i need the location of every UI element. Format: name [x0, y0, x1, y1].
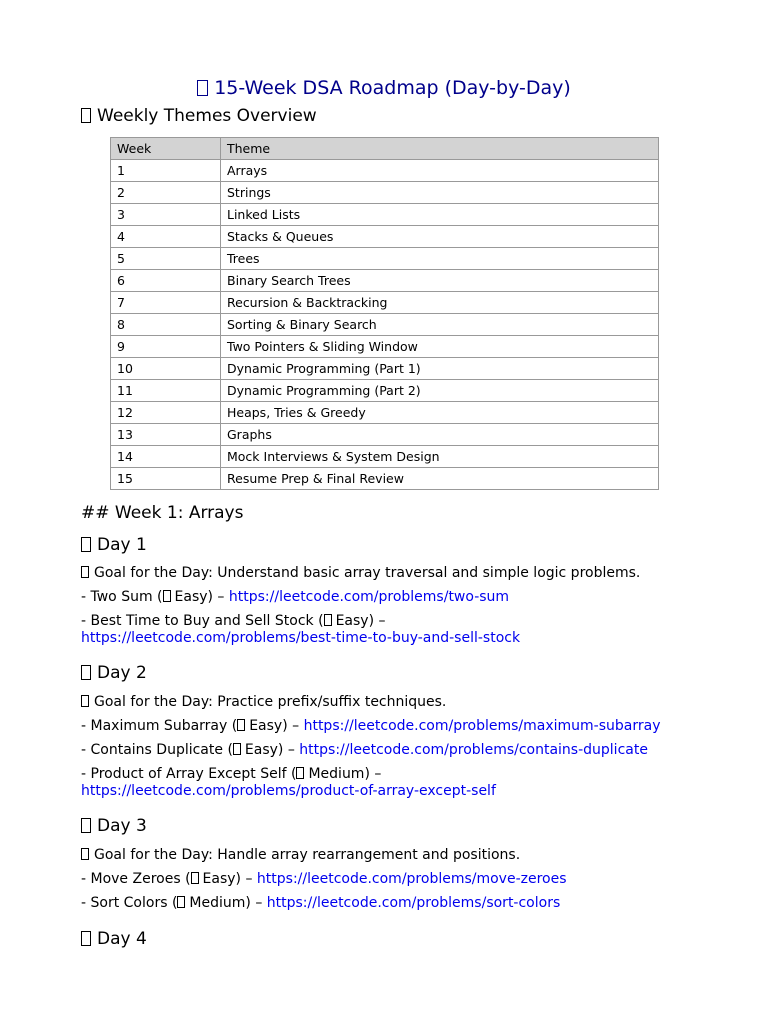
problem-link-line	[81, 783, 496, 800]
table-row	[111, 336, 659, 358]
problem-link[interactable]: https://leetcode.com/problems/sort-colors	[266, 895, 561, 911]
overview-heading: Weekly Themes Overview	[81, 105, 317, 127]
table-row	[111, 380, 659, 402]
missing-glyph-icon	[81, 537, 91, 552]
problem-item: - Sort Colors ( Medium) – https://leetcode.com/problems/sort-colors	[81, 895, 561, 911]
difficulty-icon	[163, 590, 171, 602]
theme-cell: Dynamic Programming (Part 1)	[221, 358, 659, 380]
theme-cell: Mock Interviews & System Design	[221, 446, 659, 468]
week-cell: 14	[111, 446, 221, 468]
day1-goal: Goal for the Day: Understand basic array traversal and simple logic problems.	[81, 565, 640, 582]
page-title: 15-Week DSA Roadmap (Day-by-Day)	[0, 76, 768, 100]
week-cell: 11	[111, 380, 221, 402]
problem-item: - Two Sum ( Easy) – https://leetcode.com/problems/two-sum	[81, 589, 510, 605]
day3-heading: Day 3	[81, 815, 147, 837]
theme-cell: Sorting & Binary Search	[221, 314, 659, 336]
theme-cell: Stacks & Queues	[221, 226, 659, 248]
column-header-week: Week	[111, 138, 221, 160]
difficulty-icon	[296, 767, 304, 779]
table-row	[111, 468, 659, 490]
missing-glyph-icon	[197, 80, 208, 96]
theme-cell: Trees	[221, 248, 659, 270]
theme-cell: Resume Prep & Final Review	[221, 468, 659, 490]
missing-glyph-icon	[81, 695, 89, 707]
theme-cell: Arrays	[221, 160, 659, 182]
week-cell: 7	[111, 292, 221, 314]
problem-item: - Best Time to Buy and Sell Stock ( Easy) –	[81, 613, 386, 629]
theme-cell: Linked Lists	[221, 204, 659, 226]
table-row	[111, 358, 659, 380]
theme-cell: Recursion & Backtracking	[221, 292, 659, 314]
day3-goal: Goal for the Day: Handle array rearrangement and positions.	[81, 847, 520, 864]
missing-glyph-icon	[81, 108, 91, 123]
table-row	[111, 226, 659, 248]
missing-glyph-icon	[81, 848, 89, 860]
week-cell: 13	[111, 424, 221, 446]
problem-item: - Maximum Subarray ( Easy) – https://leetcode.com/problems/maximum-subarray	[81, 718, 661, 734]
difficulty-icon	[191, 872, 199, 884]
difficulty-icon	[324, 614, 332, 626]
day4-heading: Day 4	[81, 928, 147, 950]
week-cell: 1	[111, 160, 221, 182]
table-row	[111, 204, 659, 226]
missing-glyph-icon	[81, 566, 89, 578]
missing-glyph-icon	[81, 665, 91, 680]
table-header-row	[111, 138, 659, 160]
problem-link-line	[81, 630, 520, 647]
table-row	[111, 248, 659, 270]
table-row	[111, 182, 659, 204]
missing-glyph-icon	[81, 818, 91, 833]
problem-link[interactable]: https://leetcode.com/problems/two-sum	[228, 589, 510, 605]
week-cell: 4	[111, 226, 221, 248]
week-cell: 15	[111, 468, 221, 490]
week-cell: 6	[111, 270, 221, 292]
missing-glyph-icon	[81, 931, 91, 946]
table-row	[111, 402, 659, 424]
day1-heading: Day 1	[81, 534, 147, 556]
week-cell: 3	[111, 204, 221, 226]
table-row	[111, 446, 659, 468]
theme-cell: Heaps, Tries & Greedy	[221, 402, 659, 424]
week-cell: 5	[111, 248, 221, 270]
problem-link[interactable]: https://leetcode.com/problems/best-time-to-buy-and-sell-stock	[81, 630, 521, 646]
problem-link[interactable]: https://leetcode.com/problems/product-of-array-except-self	[81, 783, 496, 799]
day2-heading: Day 2	[81, 662, 147, 684]
difficulty-icon	[233, 743, 241, 755]
difficulty-icon	[237, 719, 245, 731]
week-cell: 8	[111, 314, 221, 336]
week1-heading: ## Week 1: Arrays	[81, 503, 244, 523]
problem-item: - Product of Array Except Self ( Medium) –	[81, 766, 382, 782]
problem-link[interactable]: https://leetcode.com/problems/move-zeroes	[256, 871, 567, 887]
theme-cell: Strings	[221, 182, 659, 204]
week-cell: 12	[111, 402, 221, 424]
week-cell: 10	[111, 358, 221, 380]
theme-cell: Two Pointers & Sliding Window	[221, 336, 659, 358]
week-cell: 2	[111, 182, 221, 204]
table-row	[111, 314, 659, 336]
theme-cell: Graphs	[221, 424, 659, 446]
week-cell: 9	[111, 336, 221, 358]
table-row	[111, 424, 659, 446]
problem-link[interactable]: https://leetcode.com/problems/contains-duplicate	[299, 742, 648, 758]
problem-item: - Contains Duplicate ( Easy) – https://leetcode.com/problems/contains-duplicate	[81, 742, 648, 758]
column-header-theme: Theme	[221, 138, 659, 160]
weekly-themes-table	[110, 137, 659, 490]
table-row	[111, 160, 659, 182]
theme-cell: Dynamic Programming (Part 2)	[221, 380, 659, 402]
problem-link[interactable]: https://leetcode.com/problems/maximum-subarray	[303, 718, 661, 734]
theme-cell: Binary Search Trees	[221, 270, 659, 292]
table-row	[111, 270, 659, 292]
difficulty-icon	[177, 896, 185, 908]
day2-goal: Goal for the Day: Practice prefix/suffix techniques.	[81, 694, 446, 711]
table-row	[111, 292, 659, 314]
problem-item: - Move Zeroes ( Easy) – https://leetcode.com/problems/move-zeroes	[81, 871, 567, 887]
